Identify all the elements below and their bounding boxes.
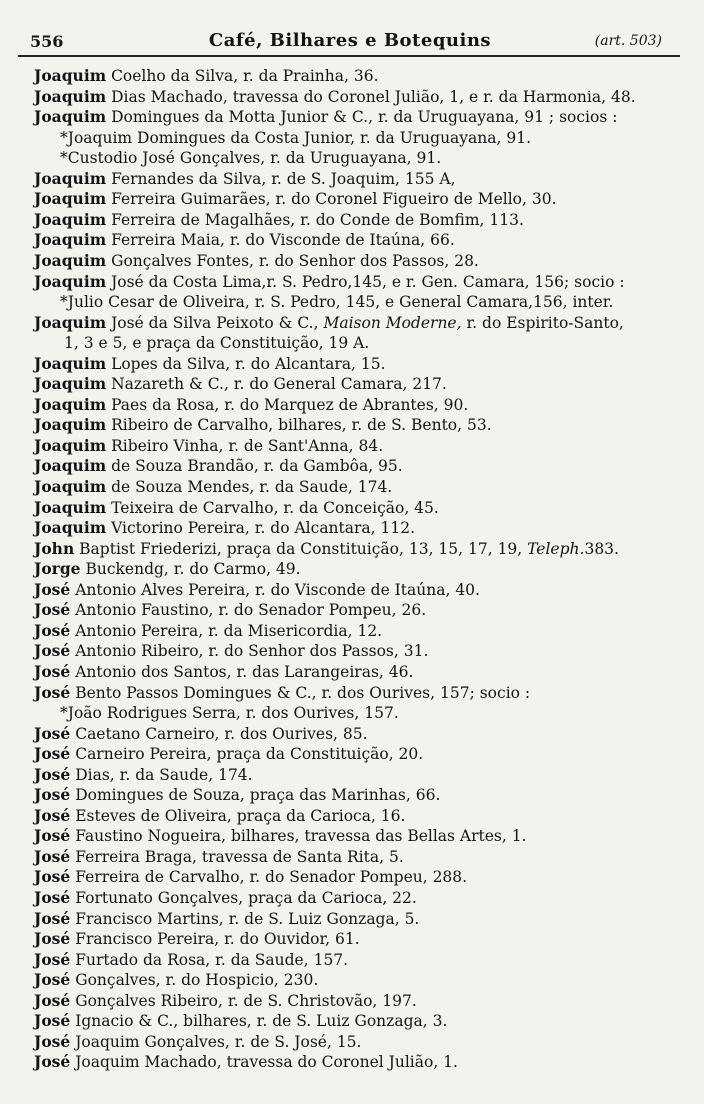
entry-text: Faustino Nogueira, bilhares, travessa das Bellas Artes, 1. [75, 827, 527, 846]
directory-entry [34, 1052, 458, 1072]
entry-first-name: Joaquim [34, 66, 107, 85]
directory-entry [34, 477, 392, 497]
entry-first-name: José [34, 579, 71, 599]
directory-entry [34, 456, 403, 476]
directory-entry [34, 765, 253, 785]
entry-text: 1, 3 e 5, e praça da Constituição, 19 A. [64, 334, 370, 353]
directory-entry [34, 785, 440, 805]
entry-first-name: José [34, 970, 71, 990]
directory-entry [60, 703, 399, 723]
directory-entry [34, 867, 467, 887]
entry-text: Esteves de Oliveira, praça da Carioca, 16. [75, 806, 406, 825]
directory-entry [34, 847, 404, 867]
entry-text: Antonio dos Santos, r. das Larangeiras, 46. [75, 662, 414, 681]
entry-text: Joaquim Machado, travessa do Coronel Julião, 1. [75, 1053, 458, 1072]
entry-first-name: Joaquim [34, 415, 107, 435]
entry-text: José da Costa Lima,r. S. Pedro,145, e r. Gen. Camara, 156; socio : [111, 272, 625, 291]
entry-first-name: Joaquim [34, 86, 107, 106]
directory-entry [34, 600, 426, 620]
directory-entry [34, 683, 530, 703]
directory-entry [34, 272, 625, 292]
article-reference: (art. 503) [594, 33, 662, 49]
directory-entry [34, 1032, 361, 1052]
entry-text: Bento Passos Domingues & C., r. dos Ourives, 157; socio : [75, 683, 531, 702]
entry-first-name: José [34, 805, 71, 825]
entry-first-name: Joaquim [34, 518, 107, 538]
entry-text: Domingues de Souza, praça das Marinhas, 66. [75, 786, 441, 805]
entry-text: Francisco Pereira, r. do Ouvidor, 61. [75, 930, 360, 949]
entry-first-name: John [34, 538, 75, 558]
running-header [22, 30, 678, 54]
directory-entry [34, 888, 417, 908]
entry-italic-text: Maison Moderne, [323, 313, 462, 332]
directory-entry [34, 518, 415, 538]
entry-first-name: José [34, 785, 71, 805]
entry-text: Lopes da Silva, r. do Alcantara, 15. [111, 354, 386, 373]
directory-entry [34, 929, 360, 949]
directory-entry [34, 806, 405, 826]
entry-first-name: José [34, 620, 71, 640]
entry-first-name: José [34, 888, 71, 907]
directory-entry [34, 909, 419, 929]
entry-text: Ferreira Guimarães, r. do Coronel Figueiro de Mello, 30. [111, 190, 557, 209]
entry-text: Victorino Pereira, r. do Alcantara, 112. [111, 519, 416, 538]
entry-text: Dias, r. da Saude, 174. [75, 765, 253, 784]
entry-text: Ferreira de Magalhães, r. do Conde de Bomfim, 113. [111, 210, 524, 229]
entry-text: José da Silva Peixoto & C., [111, 313, 319, 332]
entry-first-name: Joaquim [34, 189, 107, 209]
entry-first-name: Joaquim [34, 107, 107, 127]
entry-text: Buckendg, r. do Carmo, 49. [85, 560, 301, 579]
directory-entry [34, 374, 447, 394]
entry-first-name: Joaquim [34, 497, 107, 517]
directory-entry [34, 826, 527, 846]
entry-first-name: José [34, 826, 71, 846]
entry-text: Ferreira Maia, r. do Visconde de Itaúna, 66. [111, 231, 455, 250]
entry-text: Joaquim Gonçalves, r. de S. José, 15. [75, 1032, 362, 1051]
directory-entry [34, 87, 636, 107]
entry-first-name: Joaquim [34, 271, 107, 291]
entry-first-name: José [34, 661, 71, 681]
entry-text: Dias Machado, travessa do Coronel Julião, 1, e r. da Harmonia, 48. [111, 87, 636, 106]
entry-text: de Souza Brandão, r. da Gambôa, 95. [111, 457, 403, 476]
entry-italic-text: Teleph. [527, 539, 585, 558]
directory-entry [64, 333, 369, 353]
directory-entry [34, 210, 524, 230]
directory-entry [34, 354, 386, 374]
entry-text: Fortunato Gonçalves, praça da Carioca, 22. [75, 889, 417, 907]
entry-text: Domingues da Motta Junior & C., r. da Uruguayana, 91 ; socios : [111, 108, 618, 127]
entry-first-name: Joaquim [34, 230, 107, 250]
entry-first-name: José [34, 764, 71, 784]
entry-text: Fernandes da Silva, r. de S. Joaquim, 155 A, [111, 169, 456, 188]
directory-entry [34, 580, 480, 600]
entry-first-name: José [34, 867, 71, 887]
entry-text: Paes da Rosa, r. do Marquez de Abrantes, 90. [111, 395, 469, 414]
directory-entry [34, 991, 417, 1011]
entry-text: Ferreira de Carvalho, r. do Senador Pompeu, 288. [75, 868, 468, 887]
directory-entry [34, 169, 456, 189]
entry-first-name: Jorge [34, 559, 81, 579]
directory-entry [34, 621, 382, 641]
entry-first-name: Joaquim [34, 456, 107, 476]
entry-text: Ribeiro de Carvalho, bilhares, r. de S. Bento, 53. [111, 416, 492, 435]
entry-first-name: José [34, 1031, 71, 1051]
entry-first-name: Joaquim [34, 312, 107, 332]
entry-first-name: Joaquim [34, 394, 107, 414]
entry-text: *João Rodrigues Serra, r. dos Ourives, 157. [60, 704, 399, 723]
entry-first-name: José [34, 723, 71, 743]
entry-text: Gonçalves Ribeiro, r. de S. Christovão, 197. [75, 991, 417, 1010]
directory-entry [34, 1011, 447, 1031]
entry-first-name: José [34, 641, 71, 661]
directory-entry [34, 66, 379, 86]
entry-text: Antonio Faustino, r. do Senador Pompeu, 26. [75, 601, 427, 620]
directory-entry [60, 128, 531, 148]
entry-text: Antonio Pereira, r. da Misericordia, 12. [75, 621, 383, 640]
entry-first-name: José [34, 949, 71, 969]
entry-text: Teixeira de Carvalho, r. da Conceição, 45. [111, 498, 439, 517]
entry-text: Carneiro Pereira, praça da Constituição, 20. [75, 745, 424, 764]
entry-text: Baptist Friederizi, praça da Constituição, 13, 15, 17, 19, [79, 539, 523, 558]
entry-text-continued: r. do Espirito-Santo, [461, 313, 624, 332]
entry-text: *Joaquim Domingues da Costa Junior, r. da Uruguayana, 91. [60, 128, 532, 147]
entry-text: Nazareth & C., r. do General Camara, 217. [111, 375, 447, 394]
entry-first-name: Joaquim [34, 209, 107, 229]
directory-entry [34, 230, 455, 250]
directory-entry [34, 498, 439, 518]
entry-text: Furtado da Rosa, r. da Saude, 157. [75, 950, 349, 969]
directory-entry [34, 539, 619, 559]
directory-entry [34, 189, 557, 209]
entry-first-name: Joaquim [34, 168, 107, 188]
directory-entry [34, 436, 383, 456]
directory-entry [34, 744, 423, 764]
entry-first-name: José [34, 908, 71, 928]
directory-entry [34, 415, 492, 435]
directory-entry [34, 559, 301, 579]
entry-first-name: José [34, 990, 71, 1010]
entry-first-name: José [34, 929, 71, 949]
entry-first-name: José [34, 846, 71, 866]
directory-entry [34, 662, 413, 682]
entry-first-name: Joaquim [34, 435, 107, 455]
entry-text: Antonio Alves Pereira, r. do Visconde de Itaúna, 40. [75, 580, 480, 599]
directory-entry [34, 724, 368, 744]
entry-text: Ignacio & C., bilhares, r. de S. Luiz Gonzaga, 3. [75, 1012, 448, 1031]
entry-text: Coelho da Silva, r. da Prainha, 36. [111, 67, 379, 85]
entry-first-name: Joaquim [34, 353, 107, 373]
directory-entry [34, 641, 428, 661]
entry-text: Ferreira Braga, travessa de Santa Rita, 5. [75, 847, 404, 866]
directory-entry [34, 313, 624, 333]
entry-first-name: José [34, 744, 71, 764]
directory-entry [34, 950, 348, 970]
entry-text-continued: 383. [584, 539, 619, 558]
entry-text: *Custodio José Gonçalves, r. da Uruguayana, 91. [60, 149, 442, 168]
directory-entry [34, 395, 468, 415]
entry-first-name: José [34, 1011, 71, 1031]
page-title: Café, Bilhares e Botequins [208, 30, 492, 51]
entry-first-name: José [34, 1052, 71, 1072]
entry-text: Ribeiro Vinha, r. de Sant'Anna, 84. [111, 436, 384, 455]
entry-text: *Julio Cesar de Oliveira, r. S. Pedro, 145, e General Camara,156, inter. [60, 293, 614, 312]
entry-first-name: José [34, 682, 71, 702]
entry-first-name: José [34, 600, 71, 620]
entry-first-name: Joaquim [34, 477, 107, 496]
entry-text: Gonçalves, r. do Hospicio, 230. [75, 971, 319, 990]
entry-text: Antonio Ribeiro, r. do Senhor dos Passos, 31. [75, 642, 429, 661]
directory-entry [60, 292, 613, 312]
directory-entry [60, 148, 441, 168]
entry-text: Francisco Martins, r. de S. Luiz Gonzaga, 5. [75, 909, 420, 928]
entry-text: de Souza Mendes, r. da Saude, 174. [111, 478, 393, 496]
entry-text: Gonçalves Fontes, r. do Senhor dos Passos, 28. [111, 251, 479, 270]
directory-entry [34, 970, 318, 990]
entry-first-name: Joaquim [34, 250, 107, 270]
header-rule [18, 55, 680, 57]
entry-text: Caetano Carneiro, r. dos Ourives, 85. [75, 724, 368, 743]
entry-first-name: Joaquim [34, 374, 107, 394]
directory-entry [34, 107, 617, 127]
page-number: 556 [30, 32, 64, 51]
directory-entry [34, 251, 479, 271]
